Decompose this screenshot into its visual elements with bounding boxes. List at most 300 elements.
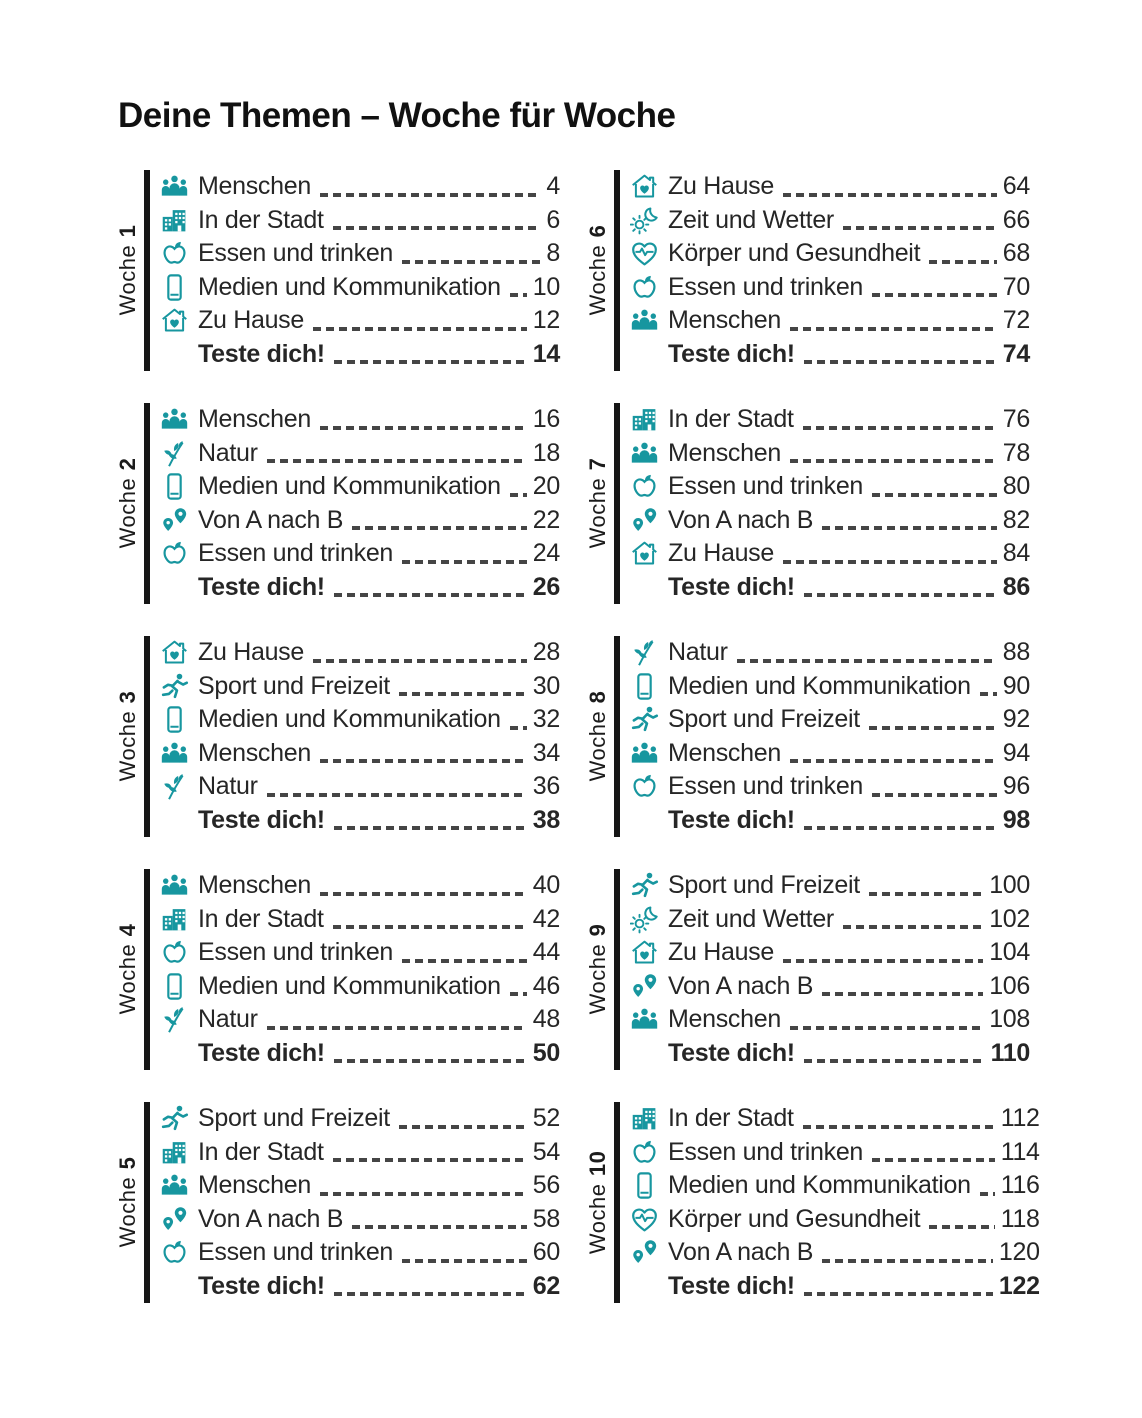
week-number: 3	[115, 691, 140, 705]
toc-entry[interactable]	[628, 636, 1030, 670]
page-number: 84	[1002, 539, 1030, 568]
toc-entry[interactable]	[628, 936, 1030, 970]
week-number: 8	[585, 691, 610, 705]
toc-entry[interactable]	[158, 504, 560, 538]
page-number: 46	[532, 971, 560, 1000]
page-number: 16	[532, 405, 560, 434]
dotted-leader	[822, 1259, 993, 1263]
topic-label: Menschen	[198, 871, 311, 900]
week-rows	[628, 403, 1030, 604]
topic-label: Körper und Gesundheit	[668, 1204, 921, 1233]
week-rows	[628, 170, 1030, 371]
topic-label: Essen und trinken	[668, 472, 864, 501]
page-number: 106	[989, 971, 1030, 1000]
dotted-leader	[803, 426, 997, 430]
dotted-leader	[267, 793, 527, 797]
week-number: 5	[115, 1157, 140, 1171]
icon-spacer	[628, 805, 661, 836]
topic-label: Essen und trinken	[198, 239, 394, 268]
apple-icon	[628, 771, 661, 802]
dotted-leader	[737, 659, 997, 663]
page-number: 38	[532, 805, 560, 834]
smartphone-icon	[158, 971, 191, 1002]
week-divider-bar	[144, 170, 150, 371]
icon-spacer	[628, 572, 661, 603]
page-number: 8	[546, 239, 560, 268]
week-block	[582, 636, 1030, 837]
city-icon	[158, 205, 191, 236]
page-number: 20	[532, 472, 560, 501]
home-heart-icon	[628, 538, 661, 569]
page-number: 68	[1002, 239, 1030, 268]
plant-icon	[158, 771, 191, 802]
toc-entry[interactable]	[158, 936, 560, 970]
page-number: 60	[532, 1238, 560, 1267]
smartphone-icon	[158, 272, 191, 303]
topic-label: In der Stadt	[198, 1137, 324, 1166]
week-divider-bar	[614, 1102, 620, 1303]
plant-icon	[158, 438, 191, 469]
topic-label: Zeit und Wetter	[668, 904, 834, 933]
smartphone-icon	[158, 471, 191, 502]
page-number: 86	[1002, 572, 1030, 601]
toc-entry[interactable]	[628, 504, 1030, 538]
page-number: 58	[532, 1204, 560, 1233]
topic-label: Teste dich!	[198, 1271, 325, 1300]
icon-spacer	[628, 1038, 661, 1069]
week-label-prefix: Woche	[585, 1183, 610, 1255]
dotted-leader	[334, 1059, 527, 1063]
week-block	[112, 170, 560, 371]
topic-label: Natur	[668, 638, 728, 667]
toc-entry[interactable]	[628, 1003, 1030, 1037]
page-number: 32	[532, 705, 560, 734]
topic-label: Medien und Kommunikation	[668, 1171, 971, 1200]
map-pins-icon	[628, 505, 661, 536]
dotted-leader	[822, 526, 997, 530]
toc-entry[interactable]	[158, 403, 560, 437]
dotted-leader	[352, 526, 527, 530]
map-pins-icon	[158, 505, 191, 536]
week-rows	[628, 636, 1030, 837]
dotted-leader	[320, 426, 527, 430]
topic-label: Menschen	[668, 738, 781, 767]
heart-pulse-icon	[628, 1204, 661, 1235]
dotted-leader	[510, 726, 527, 730]
people-icon	[628, 438, 661, 469]
page-number: 4	[546, 172, 560, 201]
week-number: 9	[585, 924, 610, 938]
toc-entry[interactable]	[628, 470, 1030, 504]
page-number: 56	[532, 1171, 560, 1200]
week-label-text	[115, 458, 141, 548]
home-heart-icon	[158, 305, 191, 336]
week-divider-bar	[144, 1102, 150, 1303]
topic-label: Natur	[198, 772, 258, 801]
runner-icon	[158, 1103, 191, 1134]
topic-label: Essen und trinken	[198, 539, 394, 568]
week-label-text	[115, 924, 141, 1014]
dotted-leader	[402, 959, 527, 963]
dotted-leader	[872, 1158, 995, 1162]
topic-label: Menschen	[198, 172, 311, 201]
week-label-text	[585, 458, 611, 548]
toc-entry[interactable]	[158, 437, 560, 471]
dotted-leader	[267, 1026, 527, 1030]
toc-entry[interactable]	[628, 1270, 1040, 1304]
page-number: 34	[532, 738, 560, 767]
dotted-leader	[352, 1225, 527, 1229]
week-label-text	[585, 225, 611, 315]
toc-entry[interactable]	[158, 304, 560, 338]
dotted-leader	[783, 193, 997, 197]
dotted-leader	[980, 1192, 995, 1196]
topic-label: Zu Hause	[668, 539, 774, 568]
dotted-leader	[869, 726, 997, 730]
week-rows	[628, 1102, 1040, 1303]
week-number: 6	[585, 225, 610, 239]
toc-entry[interactable]	[158, 1203, 560, 1237]
toc-entry[interactable]	[158, 271, 560, 305]
week-label-prefix: Woche	[585, 245, 610, 316]
week-divider-bar	[144, 636, 150, 837]
week-label	[582, 403, 614, 604]
page-number: 116	[1000, 1171, 1040, 1200]
dotted-leader	[822, 992, 983, 996]
page-number: 50	[532, 1038, 560, 1067]
week-label	[582, 170, 614, 371]
topic-label: Medien und Kommunikation	[198, 971, 501, 1000]
city-icon	[158, 904, 191, 935]
apple-icon	[158, 1237, 191, 1268]
toc-entry[interactable]	[628, 770, 1030, 804]
dotted-leader	[869, 892, 983, 896]
icon-spacer	[158, 572, 191, 603]
apple-icon	[628, 272, 661, 303]
smartphone-icon	[628, 1170, 661, 1201]
topic-label: Medien und Kommunikation	[198, 272, 501, 301]
page-number: 44	[532, 938, 560, 967]
week-divider-bar	[614, 869, 620, 1070]
topic-label: Natur	[198, 438, 258, 467]
toc-entry[interactable]	[158, 903, 560, 937]
topic-label: Menschen	[198, 738, 311, 767]
toc-entry[interactable]	[628, 903, 1030, 937]
topic-label: Essen und trinken	[198, 1238, 394, 1267]
week-rows	[158, 636, 560, 837]
page-number: 62	[532, 1271, 560, 1300]
dotted-leader	[267, 459, 527, 463]
week-block	[112, 636, 560, 837]
toc-entry[interactable]	[628, 304, 1030, 338]
topic-label: Essen und trinken	[668, 1137, 864, 1166]
topic-label: Von A nach B	[668, 1238, 814, 1267]
page-number: 98	[1002, 805, 1030, 834]
dotted-leader	[872, 793, 997, 797]
week-label	[582, 869, 614, 1070]
toc-entry[interactable]	[628, 869, 1030, 903]
week-block	[582, 1102, 1040, 1303]
dotted-leader	[320, 892, 527, 896]
topic-label: Menschen	[668, 438, 781, 467]
toc-entry[interactable]	[158, 804, 560, 838]
toc-entry[interactable]	[158, 338, 560, 372]
apple-icon	[158, 937, 191, 968]
week-number: 7	[585, 458, 610, 472]
toc-entry[interactable]	[628, 1169, 1040, 1203]
week-label-text	[115, 225, 141, 315]
page-number: 110	[990, 1038, 1030, 1067]
dotted-leader	[790, 327, 997, 331]
topic-label: Medien und Kommunikation	[198, 472, 501, 501]
toc-entry[interactable]	[158, 670, 560, 704]
page-number: 90	[1002, 671, 1030, 700]
weeks-grid	[112, 170, 1142, 1303]
topic-label: Teste dich!	[198, 1038, 325, 1067]
city-icon	[158, 1137, 191, 1168]
week-label	[582, 636, 614, 837]
heart-pulse-icon	[628, 238, 661, 269]
icon-spacer	[628, 1271, 661, 1302]
topic-label: Von A nach B	[668, 505, 814, 534]
week-label-prefix: Woche	[585, 944, 610, 1015]
topic-label: Sport und Freizeit	[198, 1104, 390, 1133]
dotted-leader	[399, 1125, 527, 1129]
toc-entry[interactable]	[158, 1236, 560, 1270]
dotted-leader	[402, 260, 540, 264]
people-icon	[158, 404, 191, 435]
page-number: 108	[989, 1005, 1030, 1034]
toc-entry[interactable]	[158, 1102, 560, 1136]
topic-label: Zu Hause	[198, 306, 304, 335]
page-number: 12	[532, 306, 560, 335]
toc-entry[interactable]	[158, 1136, 560, 1170]
page-number: 36	[532, 772, 560, 801]
toc-entry[interactable]	[628, 338, 1030, 372]
dotted-leader	[929, 1225, 994, 1229]
page-number: 122	[998, 1271, 1040, 1300]
toc-entry[interactable]	[158, 703, 560, 737]
page-number: 6	[546, 205, 560, 234]
toc-entry[interactable]	[628, 804, 1030, 838]
topic-label: Teste dich!	[668, 339, 795, 368]
topic-label: Medien und Kommunikation	[198, 705, 501, 734]
dotted-leader	[313, 327, 527, 331]
dotted-leader	[333, 1158, 527, 1162]
dotted-leader	[334, 360, 527, 364]
plant-icon	[158, 1004, 191, 1035]
topic-label: Medien und Kommunikation	[668, 671, 971, 700]
topic-label: Zu Hause	[668, 938, 774, 967]
dotted-leader	[980, 692, 997, 696]
toc-entry[interactable]	[158, 1037, 560, 1071]
toc-entry[interactable]	[158, 1003, 560, 1037]
dotted-leader	[843, 925, 983, 929]
week-rows	[158, 170, 560, 371]
page-number: 24	[532, 539, 560, 568]
toc-entry[interactable]	[628, 571, 1030, 605]
toc-entry[interactable]	[628, 737, 1030, 771]
toc-entry[interactable]	[628, 437, 1030, 471]
toc-entry[interactable]	[628, 703, 1030, 737]
dotted-leader	[872, 293, 997, 297]
page-number: 114	[1000, 1137, 1040, 1166]
dotted-leader	[402, 560, 527, 564]
topic-label: In der Stadt	[198, 205, 324, 234]
topic-label: Teste dich!	[668, 1271, 795, 1300]
page-number: 64	[1002, 172, 1030, 201]
week-rows	[158, 403, 560, 604]
week-label	[112, 170, 144, 371]
topic-label: Essen und trinken	[668, 772, 864, 801]
toc-entry[interactable]	[158, 770, 560, 804]
page-number: 52	[532, 1104, 560, 1133]
dotted-leader	[929, 260, 997, 264]
topic-label: Von A nach B	[668, 971, 814, 1000]
page-number: 30	[532, 671, 560, 700]
topic-label: Teste dich!	[198, 339, 325, 368]
dotted-leader	[804, 1292, 993, 1296]
toc-entry[interactable]	[158, 470, 560, 504]
people-icon	[628, 1004, 661, 1035]
page-number: 78	[1002, 438, 1030, 467]
people-icon	[158, 738, 191, 769]
page-number: 14	[532, 339, 560, 368]
people-icon	[628, 305, 661, 336]
runner-icon	[628, 704, 661, 735]
toc-entry[interactable]	[158, 970, 560, 1004]
city-icon	[628, 1103, 661, 1134]
toc-entry[interactable]	[158, 869, 560, 903]
page-number: 80	[1002, 472, 1030, 501]
apple-icon	[158, 538, 191, 569]
dotted-leader	[334, 826, 527, 830]
page-number: 42	[532, 904, 560, 933]
topic-label: Menschen	[668, 1005, 781, 1034]
dotted-leader	[803, 1125, 995, 1129]
home-heart-icon	[628, 171, 661, 202]
page-number: 94	[1002, 738, 1030, 767]
week-label-text	[585, 691, 611, 781]
dotted-leader	[402, 1259, 527, 1263]
week-block	[582, 869, 1030, 1070]
toc-entry[interactable]	[158, 537, 560, 571]
dotted-leader	[510, 992, 527, 996]
toc-entry[interactable]	[158, 237, 560, 271]
dotted-leader	[320, 759, 527, 763]
dotted-leader	[399, 692, 527, 696]
toc-entry[interactable]	[628, 970, 1030, 1004]
topic-label: Körper und Gesundheit	[668, 239, 921, 268]
toc-entry[interactable]	[628, 403, 1030, 437]
page-number: 92	[1002, 705, 1030, 734]
page-number: 102	[989, 904, 1030, 933]
dotted-leader	[843, 226, 997, 230]
week-divider-bar	[144, 869, 150, 1070]
topic-label: Zu Hause	[668, 172, 774, 201]
topic-label: In der Stadt	[668, 1104, 794, 1133]
toc-entry[interactable]	[628, 670, 1030, 704]
toc-entry[interactable]	[628, 1203, 1040, 1237]
topic-label: In der Stadt	[668, 405, 794, 434]
page-title: Deine Themen – Woche für Woche	[118, 96, 676, 135]
dotted-leader	[313, 659, 527, 663]
topic-label: In der Stadt	[198, 904, 324, 933]
topic-label: Sport und Freizeit	[668, 705, 860, 734]
toc-entry[interactable]	[628, 537, 1030, 571]
week-number: 10	[585, 1150, 610, 1177]
topic-label: Teste dich!	[668, 572, 795, 601]
week-label-prefix: Woche	[115, 944, 140, 1015]
toc-entry[interactable]	[628, 1037, 1030, 1071]
page-number: 82	[1002, 505, 1030, 534]
week-rows	[628, 869, 1030, 1070]
week-block	[582, 403, 1030, 604]
people-icon	[158, 1170, 191, 1201]
toc-entry[interactable]	[158, 204, 560, 238]
topic-label: Teste dich!	[198, 572, 325, 601]
icon-spacer	[628, 339, 661, 370]
dotted-leader	[804, 593, 997, 597]
topic-label: Sport und Freizeit	[668, 871, 860, 900]
page-number: 28	[532, 638, 560, 667]
toc-entry[interactable]	[158, 636, 560, 670]
toc-entry[interactable]	[628, 271, 1030, 305]
week-divider-bar	[614, 170, 620, 371]
toc-entry[interactable]	[158, 1270, 560, 1304]
people-icon	[158, 870, 191, 901]
apple-icon	[628, 1137, 661, 1168]
home-heart-icon	[158, 637, 191, 668]
page-number: 66	[1002, 205, 1030, 234]
week-label-text	[115, 1157, 141, 1247]
toc-entry[interactable]	[628, 204, 1030, 238]
week-block	[112, 1102, 560, 1303]
dotted-leader	[872, 493, 997, 497]
dotted-leader	[320, 193, 540, 197]
week-label-text	[585, 1151, 611, 1254]
week-label	[112, 636, 144, 837]
toc-entry[interactable]	[628, 1236, 1040, 1270]
topic-label: Menschen	[198, 405, 311, 434]
week-label	[112, 403, 144, 604]
week-label-prefix: Woche	[115, 245, 140, 316]
dotted-leader	[333, 925, 527, 929]
dotted-leader	[783, 959, 983, 963]
toc-entry[interactable]	[628, 237, 1030, 271]
page-number: 26	[532, 572, 560, 601]
page-number: 100	[989, 871, 1030, 900]
toc-entry[interactable]	[158, 1169, 560, 1203]
toc-entry[interactable]	[628, 1136, 1040, 1170]
runner-icon	[158, 671, 191, 702]
toc-entry[interactable]	[158, 737, 560, 771]
dotted-leader	[804, 360, 997, 364]
page-number: 76	[1002, 405, 1030, 434]
page-number: 104	[989, 938, 1030, 967]
week-label-prefix: Woche	[115, 478, 140, 549]
toc-entry[interactable]	[628, 1102, 1040, 1136]
toc-entry[interactable]	[158, 170, 560, 204]
page-number: 70	[1002, 272, 1030, 301]
topic-label: Sport und Freizeit	[198, 671, 390, 700]
dotted-leader	[783, 560, 997, 564]
topic-label: Menschen	[668, 306, 781, 335]
home-heart-icon	[628, 937, 661, 968]
toc-entry[interactable]	[158, 571, 560, 605]
topic-label: Natur	[198, 1005, 258, 1034]
toc-entry[interactable]	[628, 170, 1030, 204]
